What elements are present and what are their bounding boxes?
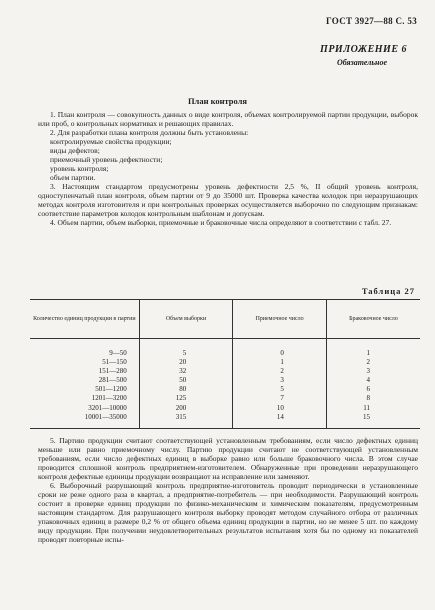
list-item: объем партии.	[50, 173, 96, 182]
table-cell: 7	[233, 394, 327, 403]
table-cell: 32	[139, 367, 233, 376]
table-cell: 501—1200	[95, 385, 127, 394]
table-header-row	[30, 300, 420, 339]
table-row	[30, 376, 420, 385]
table-cell: 3	[326, 367, 420, 376]
table-cell: 6	[326, 385, 420, 394]
table-cell: 1	[233, 358, 327, 367]
paragraph-6: 6. Выборочный разрушающий контроль предприятие-изготовитель проводит периодически в установленные сроки не реже одного раза в квартал, а предприятие-потребитель — при необходимости. Разрушающий контроль состоит в проверке единиц продукции по физико-механическим и химическим показателям, предусмотренным настоящим стандартом. Для разрушающего контроля выборку проводят методом случайного отбора от различных упаковочных единиц в размере 0,2 % от общего объема единиц продукции в партии, но не менее 5 шт. по каждому виду продукции. При получении неудовлетворительных результатов испытания хотя бы по одному из показателей проводят повторные испы-	[38, 481, 418, 544]
table-row	[30, 413, 420, 429]
table-cell: 1	[326, 349, 420, 358]
table-cell: 11	[326, 404, 420, 413]
list-item: виды дефектов;	[50, 146, 100, 155]
list-item: приемочный уровень дефектности;	[50, 155, 163, 164]
page-header: ГОСТ 3927—88 С. 53	[325, 16, 417, 26]
paragraph-2: 2. Для разработки плана контроля должны быть установлены:	[50, 128, 249, 137]
table-cell: 15	[326, 413, 420, 429]
column-header: Объем выборки	[139, 300, 233, 339]
list-item: уровень контроля;	[50, 164, 109, 173]
table-27	[30, 299, 420, 429]
table-row	[30, 385, 420, 394]
paragraph-4: 4. Объем партии, объем выборки, приемочные и браковочные числа определяют в соответствии с табл. 27.	[50, 218, 392, 227]
list-item: контролируемые свойства продукции;	[50, 137, 172, 146]
table-cell: 151—280	[98, 367, 127, 376]
section-title: План контроля	[187, 96, 248, 106]
table-cell: 10	[233, 404, 327, 413]
table-cell: 3	[233, 376, 327, 385]
table-cell: 5	[139, 349, 233, 358]
column-header: Количество единиц продукции в партии	[30, 300, 139, 339]
appendix-title: ПРИЛОЖЕНИЕ 6	[320, 44, 407, 55]
paragraph-3: 3. Настоящим стандартом предусмотрены уровень дефектности 2,5 %, II общий уровень контроля, одноступенчатый план контроля, объем партии от 9 до 35000 шт. Проверка качества колодок при неразрушающих методах контроля изготовителя и при контрольных проверках осуществляется выборочно по следующим признакам: соответствие параметров колодок контрольным шаблонам и допускам.	[38, 182, 418, 218]
table-caption: Таблица 27	[361, 286, 415, 296]
table-cell: 200	[139, 404, 233, 413]
appendix-subtitle: Обязательное	[336, 58, 387, 67]
table-cell: 80	[139, 385, 233, 394]
paragraph-5: 5. Партию продукции считают соответствующей установленным требованиям, если число дефектных единиц меньше или равно приемочному числу. Партию продукции считают не соответствующей установленным требованиям, если число дефектных единиц в выборке равно или больше браковочного числа. В этом случае проводится сплошной контроль предприятием-изготовителем. Обнаруженные при проведении неразрушающего контроля дефектные единицы продукции возвращают на исправление или заменяют.	[38, 436, 418, 481]
column-header: Приемочное число	[233, 300, 327, 339]
paragraph-1: 1. План контроля — совокупность данных о виде контроля, объемах контролируемой партии продукции, выборок или проб, о контрольных нормативах и решающих правилах.	[38, 110, 418, 128]
table-cell: 50	[139, 376, 233, 385]
table-cell: 0	[233, 349, 327, 358]
table-cell: 2	[233, 367, 327, 376]
table-row	[30, 404, 420, 413]
table-cell: 14	[233, 413, 327, 429]
table-cell: 3201—10000	[88, 403, 127, 412]
table-cell: 51—150	[102, 358, 127, 367]
table-row	[30, 358, 420, 367]
table-row	[30, 367, 420, 376]
table-cell: 281—500	[98, 376, 127, 385]
table-cell: 125	[139, 394, 233, 403]
table-cell: 20	[139, 358, 233, 367]
table-cell: 10001—35000	[30, 413, 139, 429]
table-cell: 9—50	[109, 349, 127, 357]
table-row	[30, 394, 420, 403]
table-row	[30, 349, 420, 358]
table-cell: 4	[326, 376, 420, 385]
table-cell: 5	[233, 385, 327, 394]
table-cell: 315	[139, 413, 233, 429]
body-text-top	[38, 110, 418, 227]
column-header: Браковочное число	[326, 300, 420, 339]
table-cell: 1201—3200	[91, 394, 127, 403]
body-text-bottom	[38, 436, 418, 544]
table-cell: 2	[326, 358, 420, 367]
table-cell: 8	[326, 394, 420, 403]
